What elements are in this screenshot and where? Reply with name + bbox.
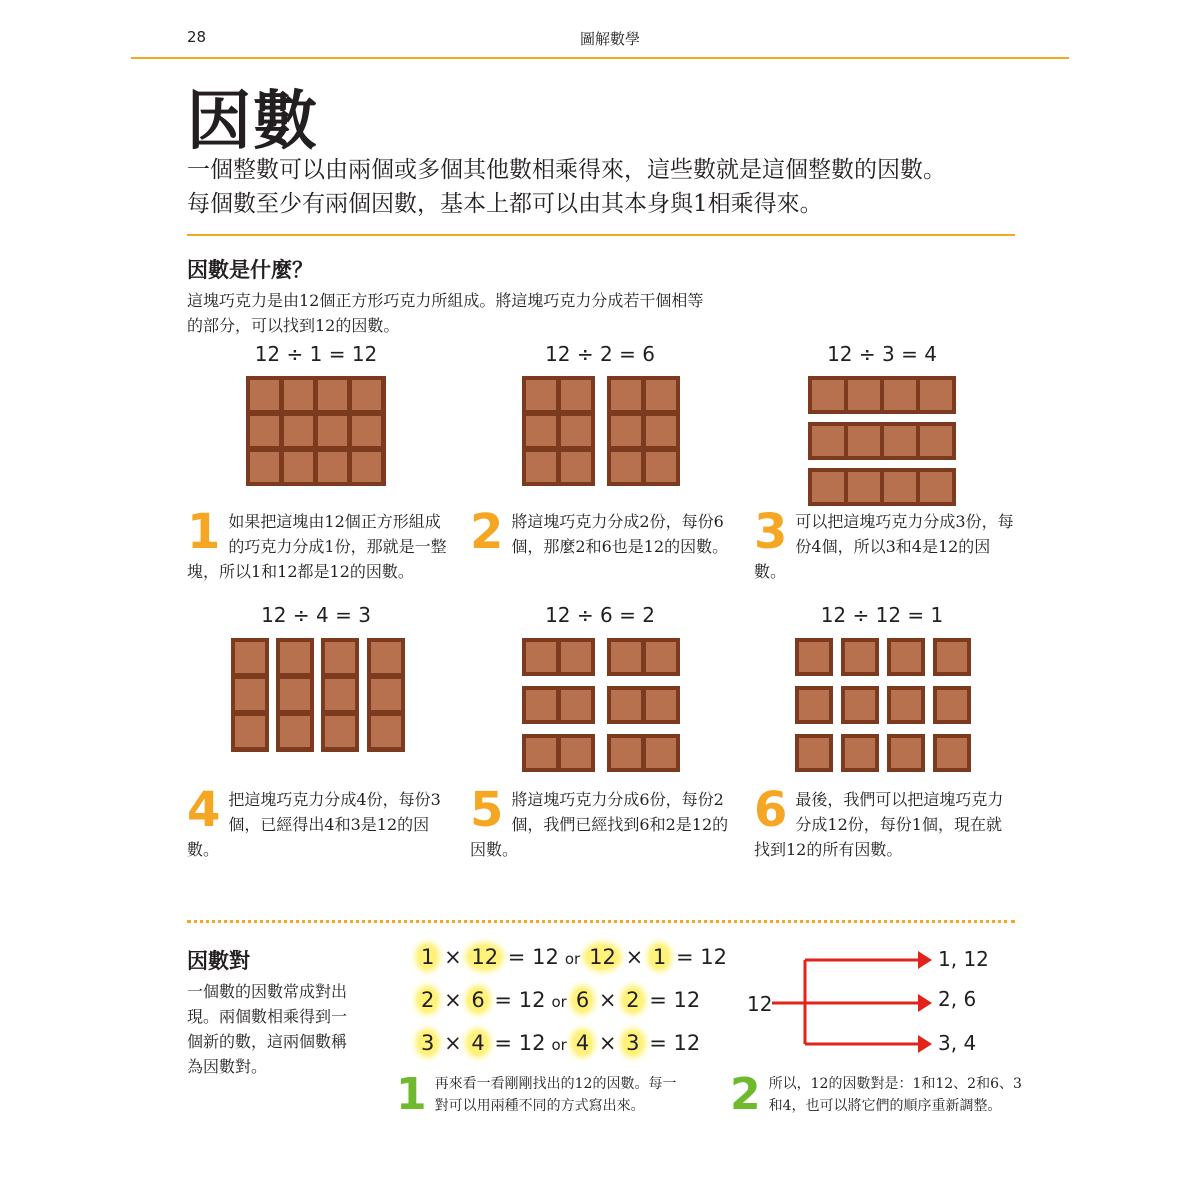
chocolate-bar-twelfths <box>795 638 971 772</box>
times-sign: × <box>598 988 617 1012</box>
factor-highlight: 3 <box>623 1031 642 1055</box>
chocolate-piece <box>808 376 956 414</box>
factor-pairs-line: 為因數對。 <box>187 1057 268 1076</box>
division-equation: 12 ÷ 12 = 1 <box>820 603 944 627</box>
factor-pair-equation <box>418 1031 700 1055</box>
factor-highlight: 6 <box>573 988 592 1012</box>
equals-sign: = <box>494 1031 513 1055</box>
factor-pairs-line: 現。兩個數相乘得到一 <box>187 1007 348 1026</box>
step-caption <box>754 782 1016 862</box>
chocolate-bar-sixths <box>522 638 680 772</box>
chocolate-piece <box>522 686 595 724</box>
intro-rule <box>187 234 1015 236</box>
note-caption <box>730 1069 1030 1120</box>
factor-pairs-line: 個新的數，這兩個數稱 <box>187 1032 348 1051</box>
times-sign: × <box>625 945 644 969</box>
book-title: 圖解數學 <box>579 30 640 48</box>
or-word: or <box>564 950 581 968</box>
step-caption <box>187 504 452 584</box>
times-sign: × <box>444 945 462 969</box>
factor-pair-equation <box>418 988 700 1012</box>
factor-pairs-text <box>187 979 387 1079</box>
product-value: 12 <box>673 1031 701 1055</box>
factor-highlight: 1 <box>650 945 669 969</box>
note-number: 2 <box>730 1069 761 1120</box>
step-text: 最後，我們可以把這塊巧克力分成12份，每份1個，現在就找到12的所有因數。 <box>754 790 1004 859</box>
tree-root-number: 12 <box>747 992 773 1016</box>
note-caption <box>396 1069 696 1120</box>
step-text: 將這塊巧克力分成2份，每份6個，那麼2和6也是12的因數。 <box>511 512 729 556</box>
product-value: 12 <box>673 988 701 1012</box>
division-equation: 12 ÷ 3 = 4 <box>827 342 937 366</box>
division-equation: 12 ÷ 1 = 12 <box>254 342 378 366</box>
step-caption <box>187 782 452 862</box>
header-rule <box>131 57 1069 59</box>
equals-sign: = <box>649 988 667 1012</box>
note-line: 再來看一看剛剛找出的12的因數。每一 <box>434 1076 677 1092</box>
step-number: 3 <box>754 504 788 560</box>
chocolate-bar-halves <box>522 376 680 486</box>
division-equation: 12 ÷ 6 = 2 <box>545 603 655 627</box>
factor-highlight: 12 <box>586 945 619 969</box>
step-number: 6 <box>754 782 788 838</box>
intro-line: 每個數至少有兩個因數，基本上都可以由其本身與1相乘得來。 <box>187 191 823 217</box>
step-text: 如果把這塊由12個正方形組成的巧克力分成1份，那就是一整塊，所以1和12都是12的因數。 <box>187 512 447 581</box>
step-text: 把這塊巧克力分成4份，每份3個，已經得出4和3是12的因數。 <box>187 790 441 859</box>
arrow-head-icon <box>918 951 932 1053</box>
step-number: 2 <box>470 504 504 560</box>
factor-highlight: 12 <box>468 945 501 969</box>
step-caption <box>754 504 1016 584</box>
note-line: 所以，12的因數對是：1和12、2和6、3 <box>768 1076 1022 1092</box>
chocolate-bar-thirds <box>808 376 958 506</box>
chocolate-bar-whole <box>246 376 386 486</box>
section-heading-factor-pairs: 因數對 <box>187 949 250 973</box>
note-line: 對可以用兩種不同的方式寫出來。 <box>434 1098 645 1114</box>
intro-line: 一個整數可以由兩個或多個其他數相乘得來，這些數就是這個整數的因數。 <box>187 157 946 183</box>
equals-sign: = <box>649 1031 667 1055</box>
section-intro-text <box>187 288 807 338</box>
factor-highlight: 4 <box>573 1031 592 1055</box>
factor-pairs-line: 一個數的因數常成對出 <box>187 982 348 1001</box>
division-equation: 12 ÷ 2 = 6 <box>545 342 655 366</box>
chocolate-piece <box>367 638 405 752</box>
section-intro-line: 的部分，可以找到12的因數。 <box>187 316 400 335</box>
step-number: 1 <box>187 504 221 560</box>
step-text: 可以把這塊巧克力分成3份，每份4個，所以3和4是12的因數。 <box>754 512 1014 581</box>
tree-connectors <box>772 960 920 1044</box>
factor-highlight: 4 <box>468 1031 487 1055</box>
chocolate-piece <box>321 638 359 752</box>
factor-highlight: 1 <box>418 945 437 969</box>
note-number: 1 <box>396 1069 427 1120</box>
product-value: 12 <box>518 1031 546 1055</box>
intro-text <box>187 153 1037 221</box>
factor-pair-equation <box>418 945 727 969</box>
product-value: 12 <box>700 945 727 969</box>
tree-leaf-pair: 1, 12 <box>938 947 989 971</box>
chocolate-piece <box>522 376 595 486</box>
factor-highlight: 2 <box>623 988 642 1012</box>
section-intro-line: 這塊巧克力是由12個正方形巧克力所組成。將這塊巧克力分成若干個相等 <box>187 291 704 310</box>
chocolate-squares <box>795 638 971 772</box>
step-number: 4 <box>187 782 221 838</box>
times-sign: × <box>444 1031 462 1055</box>
chocolate-piece <box>607 638 680 676</box>
tree-leaf-pair: 2, 6 <box>938 987 977 1011</box>
factor-highlight: 2 <box>418 988 437 1012</box>
chocolate-piece <box>522 734 595 772</box>
times-sign: × <box>598 1031 617 1055</box>
product-value: 12 <box>532 945 559 969</box>
section-divider <box>187 920 1015 923</box>
page-number: 28 <box>187 28 207 46</box>
equals-sign: = <box>494 988 513 1012</box>
section-heading-what-are-factors: 因數是什麼？ <box>187 258 313 282</box>
equals-sign: = <box>675 945 694 969</box>
chocolate-piece <box>276 638 314 752</box>
chocolate-piece <box>607 734 680 772</box>
step-caption <box>470 504 732 560</box>
or-word: or <box>551 1036 567 1054</box>
step-number: 5 <box>470 782 504 838</box>
step-text: 將這塊巧克力分成6份，每份2個，我們已經找到6和2是12的因數。 <box>470 790 729 859</box>
chocolate-piece <box>607 686 680 724</box>
page-title: 因數 <box>187 85 319 159</box>
tree-leaf-pair: 3, 4 <box>938 1031 977 1055</box>
factor-highlight: 3 <box>418 1031 437 1055</box>
equals-sign: = <box>507 945 526 969</box>
or-word: or <box>551 993 567 1011</box>
product-value: 12 <box>518 988 546 1012</box>
times-sign: × <box>444 988 462 1012</box>
chocolate-piece <box>607 376 680 486</box>
factor-highlight: 6 <box>468 988 487 1012</box>
chocolate-piece <box>808 422 956 460</box>
division-equation: 12 ÷ 4 = 3 <box>261 603 371 627</box>
chocolate-piece <box>808 468 956 506</box>
chocolate-piece <box>231 638 269 752</box>
chocolate-piece <box>522 638 595 676</box>
note-line: 和4，也可以將它們的順序重新調整。 <box>768 1098 1002 1114</box>
step-caption <box>470 782 735 862</box>
chocolate-bar-quarters <box>231 638 405 752</box>
